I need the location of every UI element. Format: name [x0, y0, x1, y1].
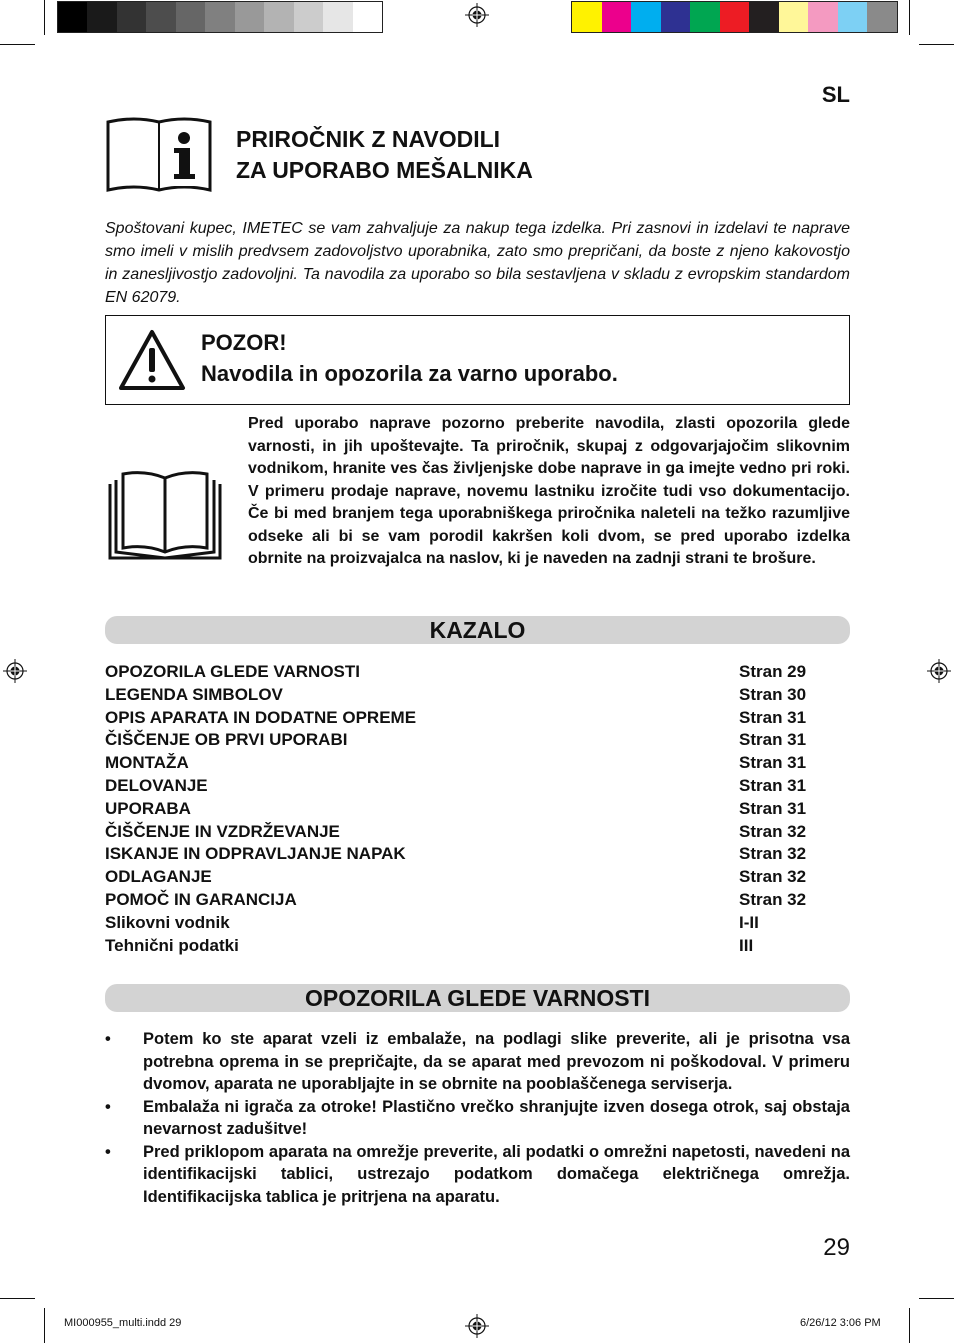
toc-page: Stran 30	[739, 684, 807, 704]
toc-row	[105, 912, 825, 935]
toc-heading-band: KAZALO	[105, 616, 850, 644]
toc-page: Stran 31	[739, 798, 807, 818]
crop-mark-bl-h	[0, 1298, 35, 1299]
safety-bullet	[105, 1096, 850, 1141]
toc-title: Tehnični podatki	[105, 935, 239, 955]
intro-paragraph: Spoštovani kupec, IMETEC se vam zahvaljuje za nakup tega izdelka. Pri zasnovi in izdelavi te naprave smo imeli v mislih predvsem zadovoljstvo uporabnika, zato smo prepričani, da boste z njeno kakovostjo in zanesljivostjo zadovoljni. Ta navodila za uporabo so bila sestavljena v skladu z evropskim standardom EN 62079.	[105, 220, 850, 306]
bullet-text: Embalaža ni igrača za otroke! Plastično vrečko shranjujte izven dosega otrok, saj obstaja nevarnost zadušitve!	[143, 1097, 850, 1138]
registration-mark-icon	[3, 659, 27, 683]
toc-title: ISKANJE IN ODPRAVLJANJE NAPAK	[105, 844, 406, 864]
toc-row	[105, 798, 825, 821]
toc-title: OPOZORILA GLEDE VARNOSTI	[105, 662, 361, 681]
footer-file-info: MI000955_multi.indd 29	[64, 1317, 182, 1329]
toc-page: Stran 32	[739, 844, 807, 864]
title-line-1: PRIROČNIK Z NAVODILI	[236, 126, 501, 152]
toc-row	[105, 935, 825, 958]
gray-swatch	[235, 2, 264, 32]
language-code: SL	[821, 82, 850, 107]
color-swatch	[661, 2, 691, 32]
gray-swatch	[176, 2, 205, 32]
color-swatch	[838, 2, 868, 32]
read-manual-book-icon	[107, 470, 223, 562]
title-line-2: ZA UPORABO MEŠALNIKA	[236, 157, 533, 183]
bullet-icon: •	[105, 1142, 111, 1161]
toc-row	[105, 684, 825, 707]
safety-bullet	[105, 1028, 850, 1096]
toc-page: Stran 31	[739, 753, 807, 773]
gray-swatch	[58, 2, 87, 32]
toc-page: Stran 31	[739, 707, 807, 727]
gray-swatch	[205, 2, 234, 32]
color-swatch	[808, 2, 838, 32]
toc-row	[105, 707, 825, 730]
crop-mark-tr-h	[919, 44, 954, 45]
toc-title: OPIS APARATA IN DODATNE OPREME	[105, 707, 417, 727]
table-of-contents	[105, 661, 825, 957]
toc-row	[105, 775, 825, 798]
color-swatch	[602, 2, 632, 32]
page-number: 29	[823, 1234, 850, 1261]
gray-swatch	[353, 2, 382, 32]
gray-swatch	[294, 2, 323, 32]
color-swatch	[749, 2, 779, 32]
toc-row	[105, 752, 825, 775]
toc-page: Stran 29	[739, 662, 807, 681]
toc-title: UPORABA	[105, 798, 191, 818]
info-manual-icon	[104, 116, 214, 196]
toc-row	[105, 889, 825, 912]
crop-mark-tr-v	[909, 0, 910, 35]
toc-page: Stran 31	[739, 775, 807, 795]
toc-page: Stran 32	[739, 889, 807, 909]
gray-color-bar	[57, 1, 383, 33]
toc-page: Stran 32	[739, 867, 807, 887]
warning-title	[201, 327, 618, 389]
registration-mark-icon	[927, 659, 951, 683]
color-swatch	[720, 2, 750, 32]
color-swatch	[779, 2, 809, 32]
warning-triangle-icon	[117, 328, 187, 392]
crop-mark-tl-v	[44, 0, 45, 35]
bullet-text: Potem ko ste aparat vzeli iz embalaže, na podlagi slike preverite, ali je prisotna vsa potrebna oprema in se prepričajte, da se aparat med prevozom ni poškodoval. V primeru dvomov, aparata ne uporabljajte in se obrnite na pooblaščenega serviserja.	[143, 1030, 850, 1093]
warning-line-1: POZOR!	[201, 330, 287, 355]
toc-title: DELOVANJE	[105, 775, 208, 795]
color-swatch	[867, 2, 897, 32]
crop-mark-br-h	[919, 1298, 954, 1299]
safety-heading-band: OPOZORILA GLEDE VARNOSTI	[105, 984, 850, 1012]
page-title	[236, 124, 533, 186]
toc-page: III	[739, 935, 754, 955]
safety-bullet	[105, 1141, 850, 1209]
crop-mark-tl-h	[0, 44, 35, 45]
footer-timestamp: 6/26/12 3:06 PM	[800, 1317, 881, 1329]
toc-title: LEGENDA SIMBOLOV	[105, 684, 283, 704]
color-swatch	[690, 2, 720, 32]
warning-line-2: Navodila in opozorila za varno uporabo.	[201, 361, 618, 386]
bullet-icon: •	[105, 1097, 111, 1116]
toc-page: Stran 32	[739, 821, 807, 841]
bullet-text: Pred priklopom aparata na omrežje preverite, ali podatki o omrežni napetosti, navedeni na identifikacijski tablici, ustrezajo podatkom domačega električnega omrežja. Identifikacijska tablica je pritrjena na aparatu.	[143, 1142, 850, 1206]
gray-swatch	[323, 2, 352, 32]
safety-bullet-list	[105, 1028, 850, 1208]
gray-swatch	[146, 2, 175, 32]
crop-mark-br-v	[909, 1308, 910, 1343]
gray-swatch	[264, 2, 293, 32]
toc-title: POMOČ IN GARANCIJA	[105, 889, 297, 909]
bullet-icon: •	[105, 1030, 111, 1048]
toc-page: I-II	[739, 912, 759, 932]
toc-row	[105, 821, 825, 844]
toc-title: ČIŠČENJE OB PRVI UPORABI	[105, 730, 348, 750]
toc-row	[105, 843, 825, 866]
toc-title: MONTAŽA	[105, 753, 189, 773]
gray-swatch	[117, 2, 146, 32]
read-instructions-paragraph: Pred uporabo naprave pozorno preberite navodila, zlasti opozorila glede varnosti, in jih upoštevajte. Ta priročnik, skupaj z odgovarjajočim slikovnim vodnikom, hranite ves čas življenjske dobe naprave in ga imejte vedno pri roki. V primeru prodaje naprave, novemu lastniku izročite tudi vso dokumentacijo. Če bi med branjem tega uporabniškega priročnika naleteli na težko razumljive odseke ali bi se vam porodil kakršen koli dvom, se pred uporabo izdelka obrnite na proizvajalca na naslov, ki je naveden na zadnji strani te brošure.	[248, 415, 850, 567]
crop-mark-bl-v	[44, 1308, 45, 1343]
toc-title: ČIŠČENJE IN VZDRŽEVANJE	[105, 821, 340, 841]
registration-mark-icon	[465, 1314, 489, 1338]
color-swatch	[572, 2, 602, 32]
toc-row	[105, 661, 825, 684]
color-swatch	[631, 2, 661, 32]
process-color-bar	[571, 1, 898, 33]
registration-mark-icon	[465, 3, 489, 27]
toc-title: Slikovni vodnik	[105, 912, 230, 932]
toc-row	[105, 866, 825, 889]
gray-swatch	[87, 2, 116, 32]
toc-page: Stran 31	[739, 730, 807, 750]
toc-title: ODLAGANJE	[105, 867, 212, 887]
toc-row	[105, 729, 825, 752]
